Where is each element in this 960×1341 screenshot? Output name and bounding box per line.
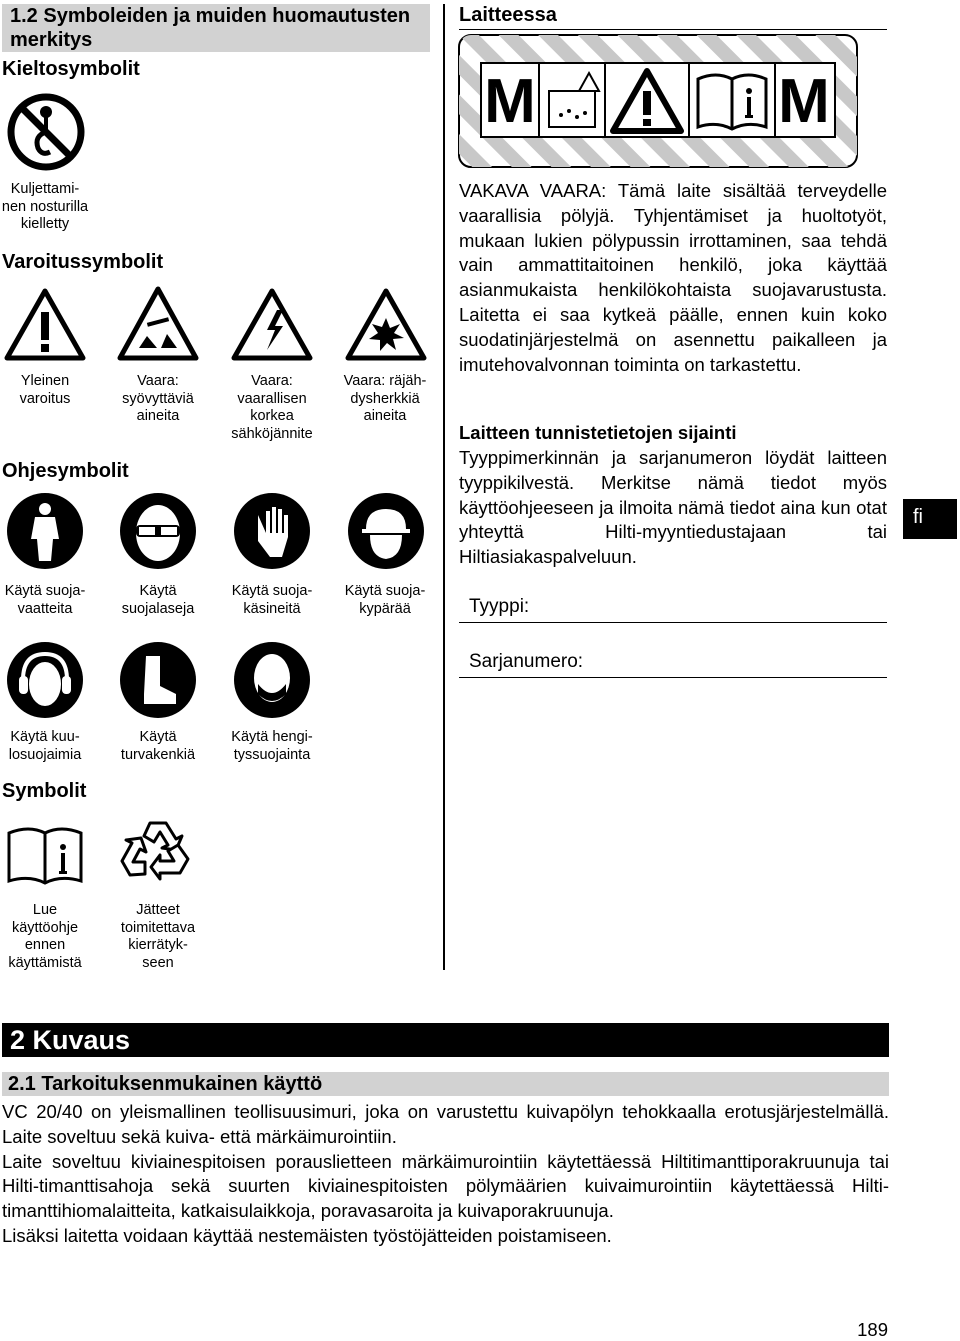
- warning-caption-general: Yleinen varoitus: [19, 373, 71, 407]
- chapter-title: 2 Kuvaus: [10, 1025, 131, 1055]
- serial-label: Sarjanumero:: [469, 651, 584, 672]
- paragraph-3: Lisäksi laitetta voidaan käyttää nestemäisten työstöjätteiden poistamiseen.: [2, 1224, 612, 1246]
- prohibition-caption: Kuljettami- nen nosturilla kielletty: [1, 181, 89, 232]
- symbols-heading: Symbolit: [2, 780, 87, 802]
- body-paragraphs: [2, 1100, 889, 1249]
- paragraph-2: Laite soveltuu kiviainespitoisen porauslietteen märkäimurointiin käytettäessä Hiltitimanttiporakruunuja tai Hilti-timanttisahoja sekä suurten kiviainespitoisten pölymäärien kuivaimurointiin käytettäessä Hilti-timanttihiomalaitteita, katkaisulaikkoja, poravasaroita ja kuivaporakruunuja.: [2, 1150, 889, 1222]
- device-warning-text: VAKAVA VAARA: Tämä laite sisältää terveydelle vaarallisia pölyjä. Tyhjentämiset ja huoltotyöt, mukaan lukien pölypussin irrottaminen, saa tehdä vain ammattitaitoinen henkilö, joka käyttää asianmukaista henkilökohtaista suojavarustusta. Laitetta ei saa kytkeä päälle, ennen kuin koko suodatinjärjestelmä on asennettu paikalleen ja imutehovalvonnan toiminta on tarkastettu.: [459, 180, 887, 375]
- label-letter-left: M: [484, 67, 536, 136]
- column-divider: [443, 4, 445, 970]
- type-field-line: [459, 622, 887, 623]
- safety-glasses-icon: [118, 491, 198, 571]
- type-label: Tyyppi:: [469, 596, 530, 617]
- mandatory-caption-gloves: Käytä suoja- käsineitä: [231, 583, 313, 617]
- prohibition-heading: Kieltosymbolit: [2, 58, 140, 80]
- language-tab-label: fi: [913, 506, 923, 528]
- subsection-title: 2.1 Tarkoituksenmukainen käyttö: [8, 1073, 323, 1095]
- mandatory-caption-clothing: Käytä suoja- vaatteita: [4, 583, 86, 617]
- recycle-icon: [118, 815, 198, 889]
- on-device-rule: [459, 29, 887, 30]
- mandatory-heading: Ohjesymbolit: [2, 460, 129, 482]
- mandatory-caption-hat: Käytä suoja- kypärää: [344, 583, 426, 617]
- section-title: 1.2 Symboleiden ja muiden huomautusten merkitys: [10, 5, 411, 51]
- id-text: Tyyppimerkinnän ja sarjanumeron löydät laitteen tyyppikilvestä. Merkitse nämä tiedot myös käyttöohjeeseen ja ilmoita nämä tiedot aina kun otat yhteyttä Hilti-myyntiedustajaan tai Hiltiasiakaspalveluun.: [459, 447, 887, 568]
- page-number: 189: [857, 1319, 888, 1340]
- serial-field-line: [459, 677, 887, 678]
- symbol-caption-recycle: Jätteet toimitettava kierrätyk- seen: [120, 902, 196, 971]
- warning-heading: Varoitussymbolit: [2, 251, 164, 273]
- label-letter-right: M: [778, 67, 830, 136]
- language-tab: [903, 499, 957, 539]
- protective-clothing-icon: [5, 491, 85, 571]
- corrosive-warning-icon: [117, 286, 199, 362]
- on-device-heading: Laitteessa: [459, 4, 557, 26]
- warning-caption-corrosive: Vaara: syövyttäviä aineita: [122, 373, 194, 424]
- protective-gloves-icon: [232, 491, 312, 571]
- mandatory-caption-respirator: Käytä hengi- tyssuojainta: [231, 729, 313, 763]
- mandatory-caption-boots: Käytä turvakenkiä: [120, 729, 196, 763]
- safety-boots-icon: [118, 640, 198, 720]
- respirator-icon: [232, 640, 312, 720]
- explosive-warning-icon: [345, 288, 427, 362]
- section-title-bar: [2, 4, 430, 52]
- chapter-title-bar: [2, 1023, 889, 1057]
- id-heading: Laitteen tunnistetietojen sijainti: [459, 422, 737, 443]
- high-voltage-warning-icon: [231, 288, 313, 362]
- symbol-caption-manual: Lue käyttöohje ennen käyttämistä: [8, 902, 82, 971]
- paragraph-1: VC 20/40 on yleismallinen teollisuusimuri, joka on varustettu kuivapölyn tehokkaalla erotusjärjestelmällä. Laite soveltuu sekä kuiva- että märkäimurointiin.: [2, 1101, 889, 1147]
- warning-caption-explosive: Vaara: räjäh- dysherkkiä aineita: [343, 373, 427, 424]
- read-manual-icon: [5, 825, 85, 885]
- no-crane-transport-icon: [6, 92, 86, 172]
- ear-protection-icon: [5, 640, 85, 720]
- warning-caption-voltage: Vaara: vaarallisen korkea sähköjännite: [231, 373, 313, 442]
- mandatory-caption-ear: Käytä kuu- losuojaimia: [8, 729, 82, 763]
- mandatory-caption-glasses: Käytä suojalaseja: [121, 583, 195, 617]
- subsection-title-bar: [2, 1072, 889, 1096]
- general-warning-icon: [4, 288, 86, 362]
- hard-hat-icon: [346, 491, 426, 571]
